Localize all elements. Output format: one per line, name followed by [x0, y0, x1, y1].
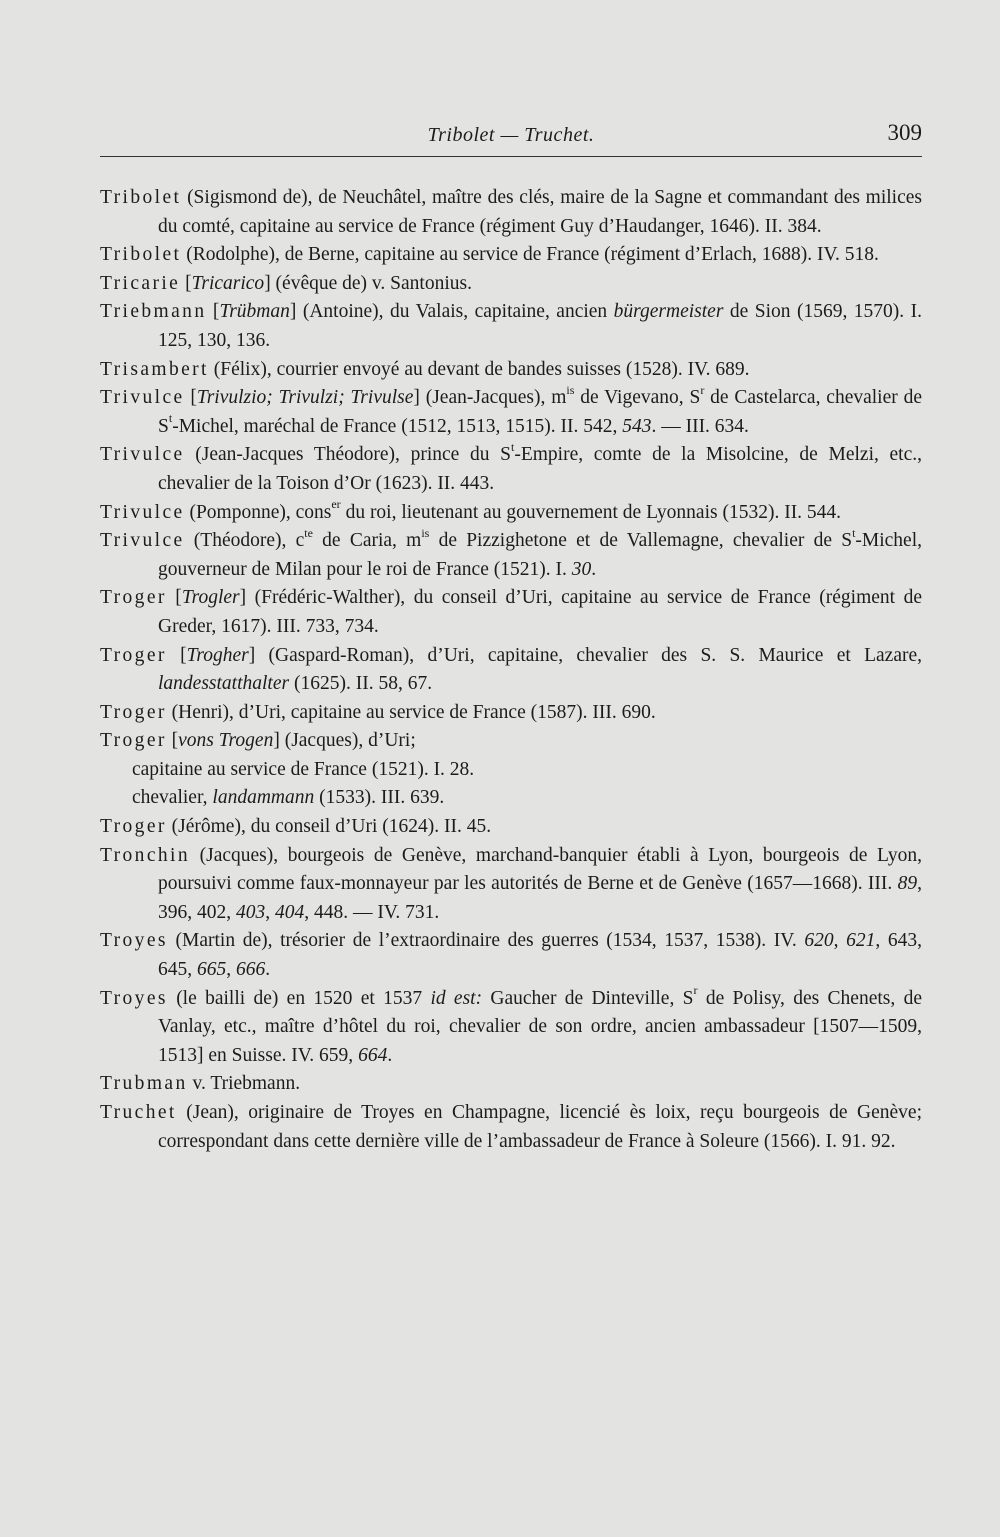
index-entry	[100, 441, 922, 498]
entry-headword: Tronchin	[100, 844, 190, 866]
page-number: 309	[887, 120, 922, 145]
entry-text: ,	[265, 901, 275, 923]
entry-text: , 448. — IV. 731.	[304, 901, 440, 923]
entry-text: de Polisy, des Chenets, de Vanlay, etc., maître d’hôtel du roi, chevalier de son ordre, ancien ambassadeur [1507—1509, 1513] en Suisse. IV. 659,	[158, 987, 922, 1066]
entry-text: de Castelarca, chevalier de S	[158, 387, 922, 437]
entry-text: (Jérôme), du conseil d’Uri (1624). II. 45.	[166, 816, 492, 838]
index-entry	[100, 842, 922, 928]
entry-text: ] (Jacques), d’Uri;	[273, 730, 416, 752]
italic-text: 404	[275, 901, 305, 923]
index-entry	[100, 927, 922, 984]
entry-headword: Trisambert	[100, 358, 209, 380]
entry-headword: Troyes	[100, 987, 168, 1009]
italic-text: 666	[236, 959, 266, 981]
entry-text: Gaucher de Dinteville, S	[482, 987, 694, 1009]
entry-text: , 396, 402,	[158, 873, 922, 923]
entry-text: du roi, lieutenant au gouvernement de Lyonnais (1532). II. 544.	[340, 501, 842, 523]
superscript: te	[304, 525, 313, 540]
entry-text: -Michel, maréchal de France (1512, 1513, 1515). II. 542,	[172, 415, 623, 437]
entry-text: (Jean-Jacques Théodore), prince du S	[184, 444, 511, 466]
entry-text: (Henri), d’Uri, capitaine au service de France (1587). III. 690.	[166, 701, 656, 723]
entry-text: ] (Jean-Jacques), m	[413, 387, 567, 409]
entry-text: .	[591, 558, 597, 580]
index-entry	[100, 499, 922, 528]
italic-text: landammann	[212, 787, 315, 809]
italic-text: id est:	[430, 987, 483, 1009]
italic-text: 620	[804, 930, 834, 952]
entry-text: , 643, 645,	[158, 930, 923, 981]
superscript: t	[511, 439, 515, 454]
page-header	[100, 118, 922, 158]
italic-text: 664	[358, 1044, 388, 1066]
entry-headword: Trivulce	[100, 501, 185, 523]
entry-headword: Troger	[100, 701, 167, 723]
entry-text: [	[184, 387, 197, 409]
superscript: t	[852, 525, 856, 540]
entry-headword: Trubman	[100, 1073, 188, 1095]
entry-headword: Trivulce	[100, 444, 185, 466]
entry-text: ,	[833, 930, 847, 952]
italic-text: Trübman	[219, 301, 290, 323]
italic-text: Trogler	[181, 587, 240, 609]
entry-text: .	[265, 959, 271, 981]
index-entries	[100, 184, 922, 1156]
superscript: r	[700, 382, 705, 397]
entry-text: (le bailli de) en 1520 et 1537	[167, 987, 431, 1009]
running-title: Tribolet — Truchet.	[427, 124, 595, 146]
entry-text: capitaine au service de France (1521). I. 28.	[132, 758, 475, 780]
entry-headword: Triebmann	[100, 301, 207, 323]
entry-text: (1533). III. 639.	[314, 787, 445, 809]
entry-subline	[100, 756, 922, 785]
entry-text: ] (évêque de) v. Santonius.	[264, 272, 472, 294]
superscript: t	[168, 411, 173, 426]
index-entry	[100, 298, 922, 355]
italic-text: landesstatthalter	[158, 673, 290, 695]
superscript: is	[566, 382, 575, 397]
entry-headword: Tricarie	[100, 272, 181, 294]
entry-text: ,	[226, 959, 236, 981]
index-entry	[100, 1070, 922, 1099]
entry-text: .	[387, 1044, 393, 1066]
header-rule	[100, 156, 922, 157]
entry-text: (Jean), originaire de Troyes en Champagne, licencié ès loix, reçu bourgeois de Genève; correspondant dans cette dernière ville de l’ambassadeur de France à Soleure (1566). I. 91. 92.	[158, 1102, 922, 1152]
entry-text: (Théodore), c	[184, 530, 305, 552]
italic-text: bürgermeister	[613, 301, 724, 323]
index-entry	[100, 184, 922, 241]
entry-text: (1625). II. 58, 67.	[289, 673, 433, 695]
italic-text: Trivulzio; Trivulzi; Trivulse	[196, 387, 414, 409]
entry-text: ] (Gaspard-Roman), d’Uri, capitaine, chevalier des S. S. Maurice et Lazare,	[248, 644, 922, 666]
italic-text: 403	[236, 901, 266, 923]
entry-text: (Martin de), trésorier de l’extraordinaire des guerres (1534, 1537, 1538). IV.	[167, 930, 805, 952]
index-entry	[100, 584, 922, 641]
entry-headword: Troger	[100, 644, 167, 666]
italic-text: Trogher	[186, 644, 249, 666]
italic-text: vons Trogen	[178, 730, 274, 752]
superscript: r	[693, 983, 698, 998]
index-entry	[100, 642, 922, 699]
italic-text: 543	[622, 415, 652, 437]
entry-text: [	[180, 272, 192, 294]
entry-headword: Troger	[100, 587, 167, 609]
index-entry	[100, 270, 922, 299]
entry-text: ] (Frédéric-Walther), du conseil d’Uri, capitaine au service de France (régiment de Greder, 1617). III. 733, 734.	[158, 587, 922, 637]
entry-text: (Jacques), bourgeois de Genève, marchand-banquier établi à Lyon, bourgeois de Lyon, poursuivi comme faux-monnayeur par les autorités de Berne et de Genève (1657—1668). III.	[158, 844, 922, 895]
entry-headword: Troyes	[100, 930, 168, 952]
entry-text: -Empire, comte de la Misolcine, de Melzi, etc., chevalier de la Toison d’Or (1623). II. 443.	[158, 444, 923, 494]
italic-text: 621	[846, 930, 876, 952]
entry-headword: Trivulce	[100, 387, 185, 409]
entry-text: de Vigevano, S	[574, 387, 701, 409]
index-entry	[100, 985, 922, 1071]
entry-headword: Tribolet	[100, 187, 182, 208]
index-entry	[100, 699, 922, 728]
entry-text: v. Triebmann.	[187, 1073, 301, 1095]
index-entry	[100, 727, 922, 756]
entry-text: de Caria, m	[312, 530, 422, 552]
entry-headword: Trivulce	[100, 530, 185, 552]
index-entry	[100, 527, 922, 584]
italic-text: 89	[897, 873, 918, 895]
entry-text: de Pizzighetone et de Vallemagne, chevalier de S	[429, 530, 853, 552]
entry-text: (Félix), courrier envoyé au devant de bandes suisses (1528). IV. 689.	[208, 358, 750, 380]
entry-text: (Rodolphe), de Berne, capitaine au service de France (régiment d’Erlach, 1688). IV. 518.	[181, 244, 879, 266]
entry-headword: Tribolet	[100, 244, 182, 266]
entry-text: (Pomponne), cons	[184, 501, 332, 523]
italic-text: Tricarico	[191, 272, 265, 294]
entry-text: ] (Antoine), du Valais, capitaine, ancien	[289, 301, 614, 323]
index-entry	[100, 241, 922, 270]
entry-headword: Truchet	[100, 1102, 177, 1123]
entry-text: chevalier,	[132, 787, 213, 809]
entry-subline	[100, 784, 922, 813]
entry-text: [	[206, 301, 220, 323]
italic-text: 665	[197, 959, 227, 981]
italic-text: 30	[571, 558, 592, 580]
entry-text: [	[166, 644, 187, 666]
entry-text: [	[166, 730, 179, 752]
entry-headword: Troger	[100, 816, 167, 838]
superscript: is	[421, 525, 430, 540]
index-entry	[100, 384, 922, 441]
entry-headword: Troger	[100, 730, 167, 752]
entry-text: (Sigismond de), de Neuchâtel, maître des clés, maire de la Sagne et commandant des milices du comté, capitaine au service de France (régiment Guy d’Haudanger, 1646). II. 384.	[158, 187, 922, 237]
entry-text: [	[166, 587, 182, 609]
index-entry	[100, 1099, 922, 1156]
entry-text: de Sion (1569, 1570). I. 125, 130, 136.	[158, 301, 923, 351]
superscript: er	[331, 497, 341, 512]
index-entry	[100, 813, 922, 842]
entry-text: . — III. 634.	[651, 415, 749, 437]
entry-text: -Michel, gouverneur de Milan pour le roi de France (1521). I.	[158, 530, 923, 580]
index-entry	[100, 356, 922, 385]
